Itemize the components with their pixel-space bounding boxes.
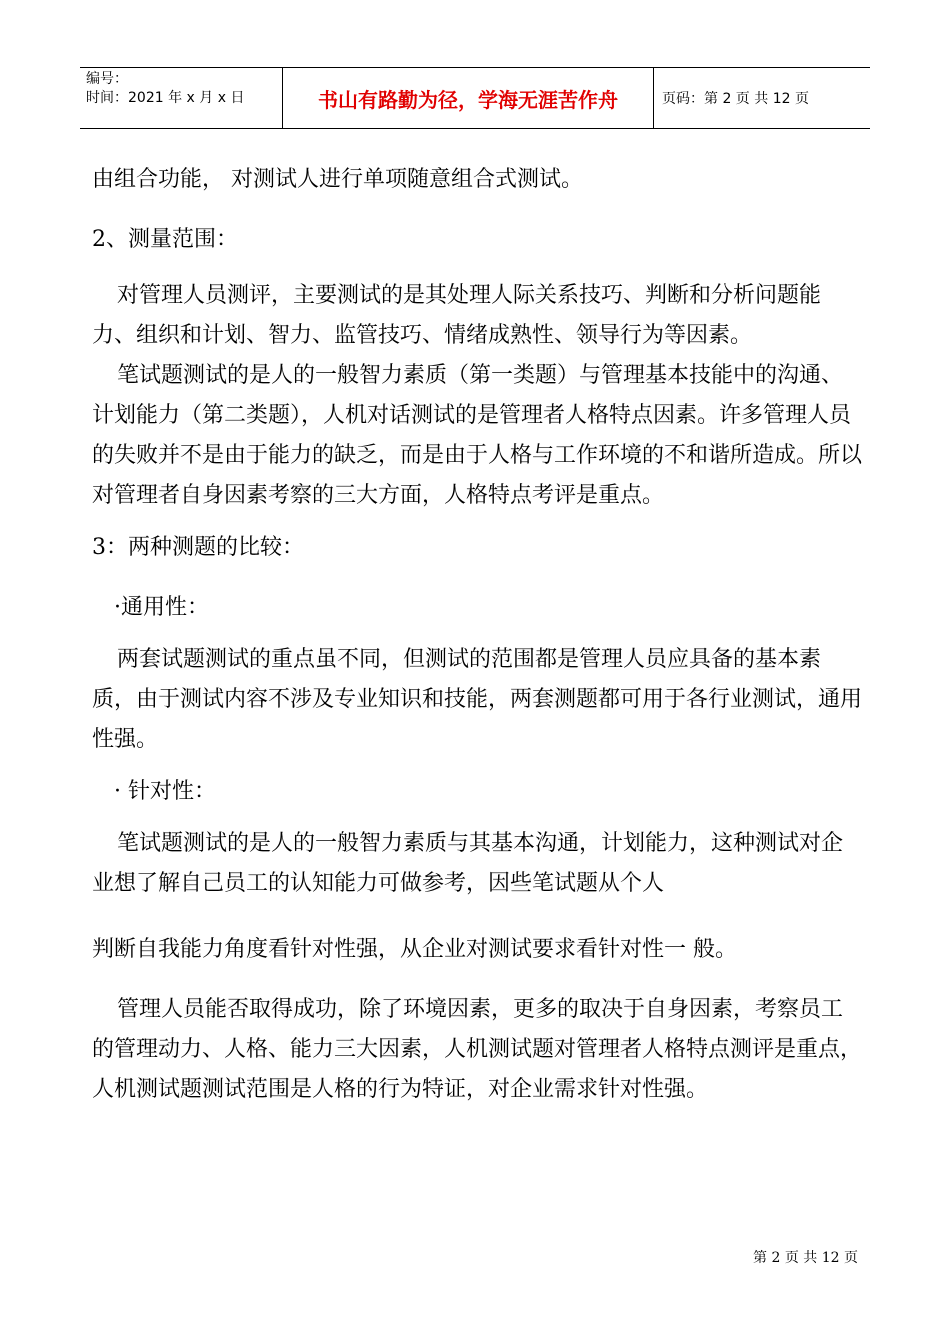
paragraph-7: 管理人员能否取得成功，除了环境因素，更多的取决于自身因素，考察员工的管理动力、人格、能力三大因素，人机测试题对管理者人格特点测评是重点，人机测试题测试范围是人格的行为特证，对企业需求针对性强。	[92, 997, 863, 1102]
paragraph-3: 笔试题测试的是人的一般智力素质（第一类题）与管理基本技能中的沟通、计划能力（第二类题），人机对话测试的是管理者人格特点因素。许多管理人员的失败并不是由于能力的缺乏，而是由于人格与工作环境的不和谐所造成。所以对管理者自身因素考察的三大方面，人格特点考评是重点。	[92, 363, 863, 508]
footer-page-number: 第 2 页 共 12 页	[753, 1250, 858, 1266]
header-motto: 书山有路勤为径，学海无涯苦作舟	[282, 68, 654, 128]
header-meta-cell	[80, 68, 282, 128]
paragraph-4: 两套试题测试的重点虽不同，但测试的范围都是管理人员应具备的基本素质，由于测试内容不涉及专业知识和技能，两套测题都可用于各行业测试，通用性强。	[92, 647, 863, 752]
section-heading-comparison: 3：两种测题的比较：	[92, 535, 304, 560]
bullet-generality: ·通用性：	[114, 595, 209, 620]
paragraph-2: 对管理人员测评，主要测试的是其处理人际关系技巧、判断和分析问题能力、组织和计划、智力、监管技巧、情绪成熟性、领导行为等因素。	[92, 283, 822, 348]
paragraph-5: 笔试题测试的是人的一般智力素质与其基本沟通，计划能力，这种测试对企业想了解自己员工的认知能力可做参考，因些笔试题从个人	[92, 831, 844, 896]
document-body	[92, 160, 862, 1110]
document-header	[80, 67, 870, 129]
header-page-number: 页码：第 2 页 共 12 页	[662, 91, 809, 107]
bullet-specificity: · 针对性：	[114, 779, 216, 804]
paragraph-6: 判断自我能力角度看针对性强，从企业对测试要求看针对性一 般。	[92, 937, 737, 962]
serial-number-label: 编号：	[86, 71, 128, 87]
paragraph-1: 由组合功能， 对测试人进行单项随意组合式测试。	[92, 167, 583, 192]
section-heading-scope: 2、测量范围：	[92, 227, 238, 252]
date-label: 时间：2021 年 x 月 x 日	[86, 90, 245, 106]
